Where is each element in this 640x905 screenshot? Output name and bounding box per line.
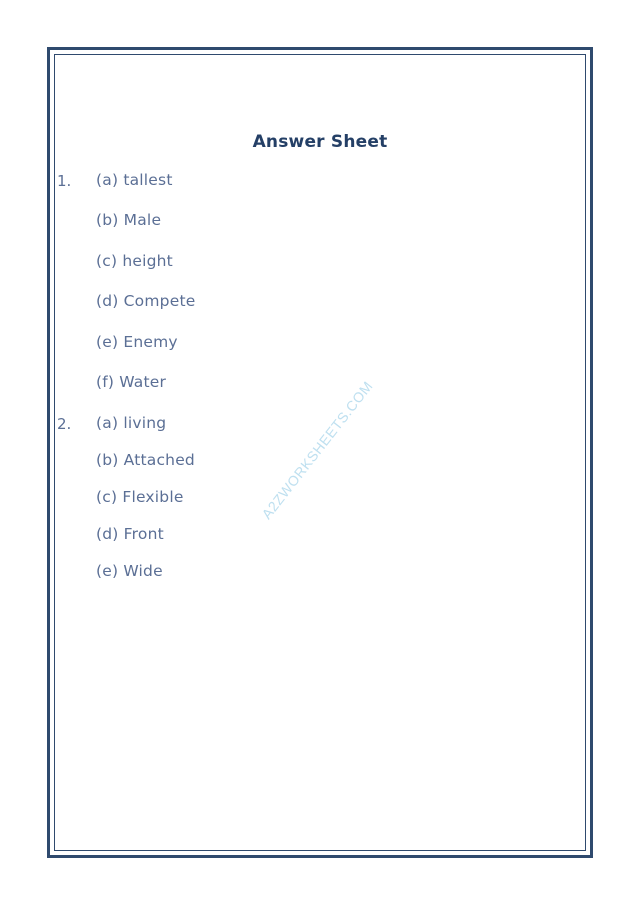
page-title: Answer Sheet <box>252 132 388 152</box>
answer-2c: (c) Flexible <box>96 488 184 506</box>
answer-1d: (d) Compete <box>96 292 196 310</box>
answer-1f: (f) Water <box>96 373 167 391</box>
answer-2d: (d) Front <box>96 525 164 543</box>
question-number-2: 2. <box>57 415 72 433</box>
question-number-1: 1. <box>57 172 72 190</box>
answer-1b: (b) Male <box>96 211 162 229</box>
answer-2a: (a) living <box>96 414 167 432</box>
answer-2e: (e) Wide <box>96 562 163 580</box>
answer-1c: (c) height <box>96 252 173 270</box>
answer-1a: (a) tallest <box>96 171 173 189</box>
watermark: A2ZWORKSHEETS.COM <box>258 377 376 523</box>
answer-2b: (b) Attached <box>96 451 195 469</box>
answer-1e: (e) Enemy <box>96 333 178 351</box>
